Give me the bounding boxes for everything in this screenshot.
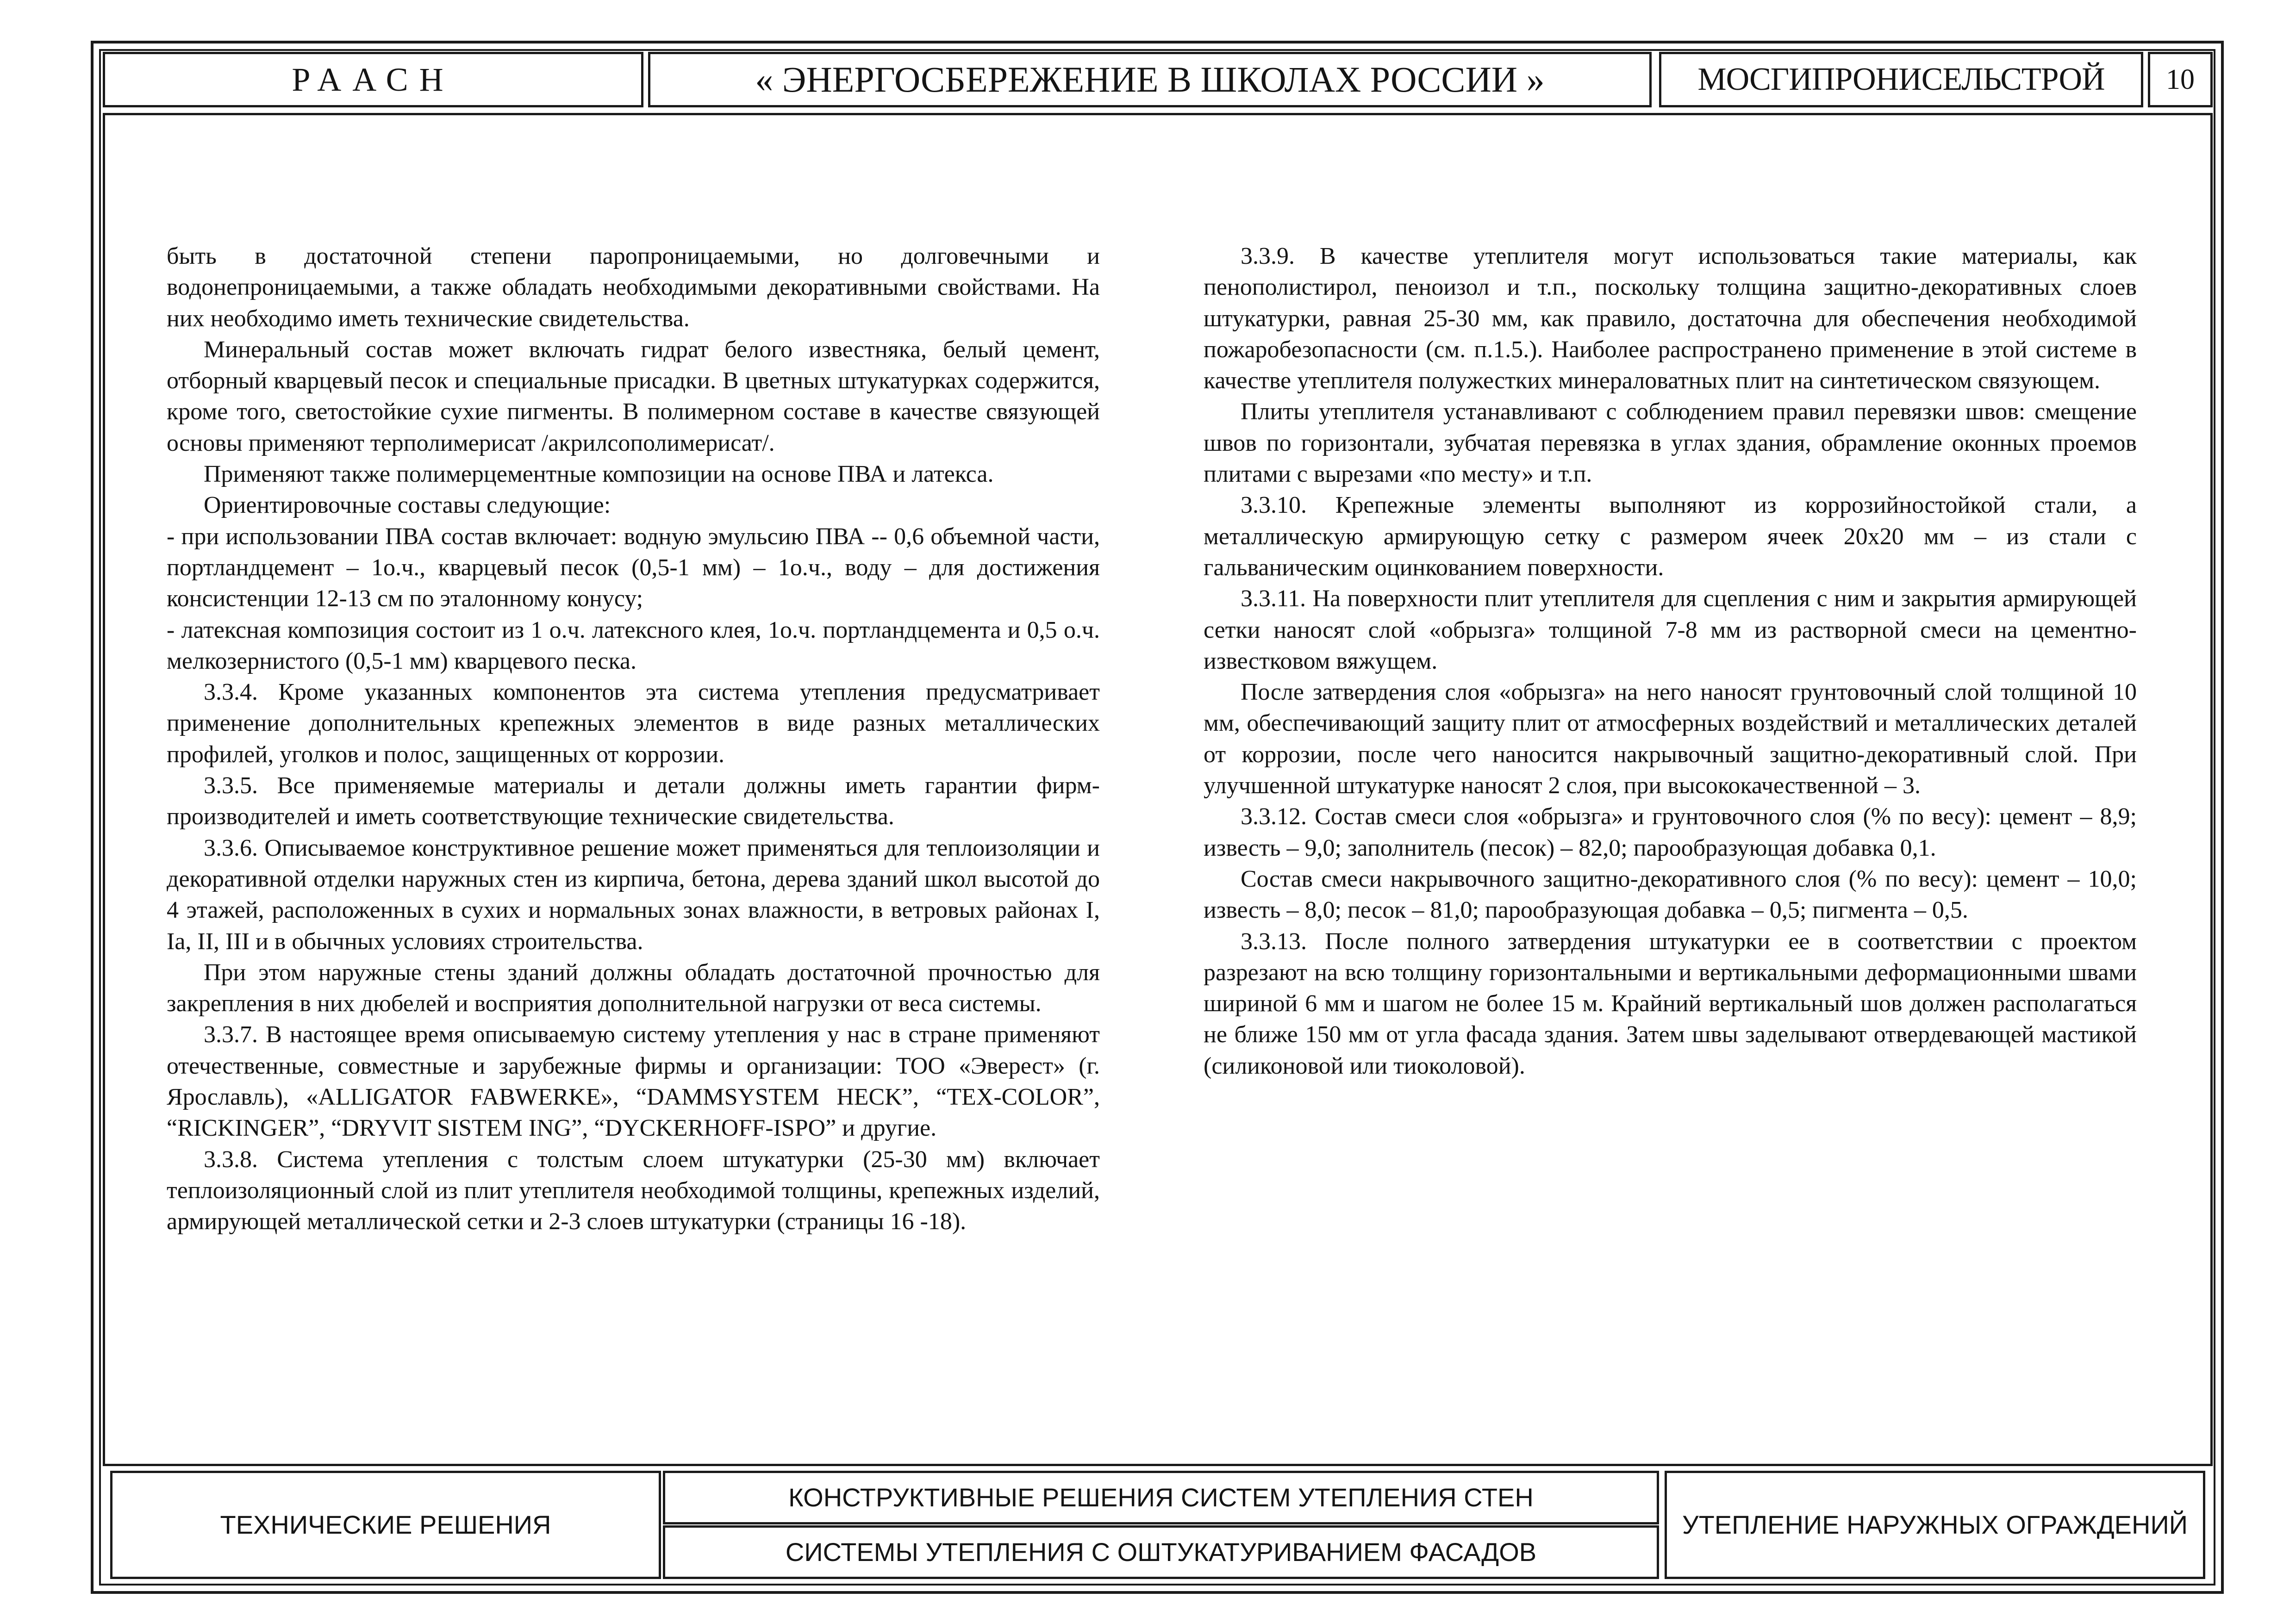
page-number: 10 [2148,52,2213,107]
paragraph: 3.3.5. Все применяемые материалы и детали должны иметь гарантии фирм-производителей и иметь соответствующие технические свидетельства. [167,772,1100,830]
paragraph: После затвердения слоя «обрызга» на него наносят грунтовочный слой толщиной 10 мм, обеспечивающий защиту плит от атмосферных воздействий и металлических деталей от коррозии, после чего наносится накрывочный защитно-декоративный слой. При улучшенной штукатурке наносят 2 слоя, при высококачественной – 3. [1204,679,2137,799]
paragraph: 3.3.4. Кроме указанных компонентов эта система утепления предусматривает применение дополнительных крепежных элементов в виде разных металлических профилей, уголков и полос, защищенных от коррозии. [167,679,1100,768]
header-org-left: РААСН [103,52,643,107]
paragraph: быть в достаточной степени паропроницаемыми, но долговечными и водонепроницаемыми, а также обладать необходимыми декоративными свойствами. На них необходимо иметь технические свидетельства. [167,243,1100,332]
right-column [1204,241,2137,1082]
footer-section-title: КОНСТРУКТИВНЫЕ РЕШЕНИЯ СИСТЕМ УТЕПЛЕНИЯ СТЕН [663,1471,1659,1524]
list-item: - при использовании ПВА состав включает: водную эмульсию ПВА -- 0,6 объемной части, портландцемент – 1о.ч., кварцевый песок (0,5-1 мм) – 1о.ч., воду – для достижения консистенции 12-13 см по эталонному конусу; [167,523,1100,612]
footer-section-left: ТЕХНИЧЕСКИЕ РЕШЕНИЯ [110,1471,661,1579]
paragraph: Плиты утеплителя устанавливают с соблюдением правил перевязки швов: смещение швов по горизонтали, зубчатая перевязка в углах здания, обрамление оконных проемов плитами с вырезами «по месту» и т.п. [1204,398,2137,488]
paragraph: 3.3.11. На поверхности плит утеплителя для сцепления с ним и закрытия армирующей сетки наносят слой «обрызга» толщиной 7-8 мм из растворной смеси на цементно-известковом вяжущем. [1204,585,2137,674]
left-column [167,241,1100,1237]
paragraph: 3.3.6. Описываемое конструктивное решение может применяться для теплоизоляции и декоративной отделки наружных стен из кирпича, бетона, дерева зданий школ высотой до 4 этажей, расположенных в сухих и нормальных зонах влажности, в ветровых районах I, Iа, II, III и в обычных условиях строительства. [167,834,1100,955]
list-item: - латексная композиция состоит из 1 о.ч. латексного клея, 1о.ч. портландцемента и 0,5 о.ч. мелкозернистого (0,5-1 мм) кварцевого песка. [167,616,1100,674]
footer-section-right: УТЕПЛЕНИЕ НАРУЖНЫХ ОГРАЖДЕНИЙ [1665,1471,2205,1579]
paragraph: 3.3.9. В качестве утеплителя могут использоваться такие материалы, как пенополистирол, пеноизол и т.п., поскольку толщина защитно-декоративных слоев штукатурки, равная 25-30 мм, как правило, достаточна для обеспечения необходимой пожаробезопасности (см. п.1.5.). Наиболее распространено применение в этой системе в качестве утеплителя полужестких минераловатных плит на синтетическом связующем. [1204,243,2137,394]
paragraph: 3.3.7. В настоящее время описываемую систему утепления у нас в стране применяют отечественные, совместные и зарубежные фирмы и организации: ТОО «Эверест» (г. Ярославль), «ALLIGATOR FABWERKE», “DAMMSYSTEM HECK”, “TEX-COLOR”, “RICKINGER”, “DRYVIT SISTEM ING”, “DYCKERHOFF-ISPO” и другие. [167,1021,1100,1142]
paragraph: 3.3.12. Состав смеси слоя «обрызга» и грунтовочного слоя (% по весу): цемент – 8,9; известь – 9,0; заполнитель (песок) – 82,0; парообразующая добавка 0,1. [1204,803,2137,861]
paragraph: Ориентировочные составы следующие: [204,492,611,519]
paragraph: Состав смеси накрывочного защитно-декоративного слоя (% по весу): цемент – 10,0; известь – 8,0; песок – 81,0; парообразующая добавка – 0,5; пигмента – 0,5. [1204,865,2137,924]
paragraph: При этом наружные стены зданий должны обладать достаточной прочностью для закрепления в них дюбелей и восприятия дополнительной нагрузки от веса системы. [167,959,1100,1017]
header-title: « ЭНЕРГОСБЕРЕЖЕНИЕ В ШКОЛАХ РОССИИ » [648,52,1652,107]
paragraph: 3.3.13. После полного затвердения штукатурки ее в соответствии с проектом разрезают на всю толщину горизонтальными и вертикальными деформационными швами шириной 6 мм и шагом не более 15 м. Крайний вертикальный шов должен располагаться не ближе 150 мм от угла фасада здания. Затем швы заделывают отвердевающей мастикой (силиконовой или тиоколовой). [1204,928,2137,1079]
paragraph: Минеральный состав может включать гидрат белого известняка, белый цемент, отборный кварцевый песок и специальные присадки. В цветных штукатурках содержится, кроме того, светостойкие сухие пигменты. В полимерном составе в качестве связующей основы применяют терполимерисат /акрилсополимерисат/. [167,336,1100,456]
paragraph: 3.3.10. Крепежные элементы выполняют из коррозийностойкой стали, а металлическую армирующую сетку с размером ячеек 20х20 мм – из стали с гальваническим оцинкованием поверхности. [1204,492,2137,581]
paragraph: Применяют также полимерцементные композиции на основе ПВА и латекса. [204,461,994,488]
footer-section-subtitle: СИСТЕМЫ УТЕПЛЕНИЯ С ОШТУКАТУРИВАНИЕМ ФАСАДОВ [663,1525,1659,1579]
paragraph: 3.3.8. Система утепления с толстым слоем штукатурки (25-30 мм) включает теплоизоляционный слой из плит утеплителя необходимой толщины, крепежных изделий, армирующей металлической сетки и 2-3 слоев штукатурки (страницы 16 -18). [167,1146,1100,1235]
header-org-right: МОСГИПРОНИСЕЛЬСТРОЙ [1659,52,2143,107]
